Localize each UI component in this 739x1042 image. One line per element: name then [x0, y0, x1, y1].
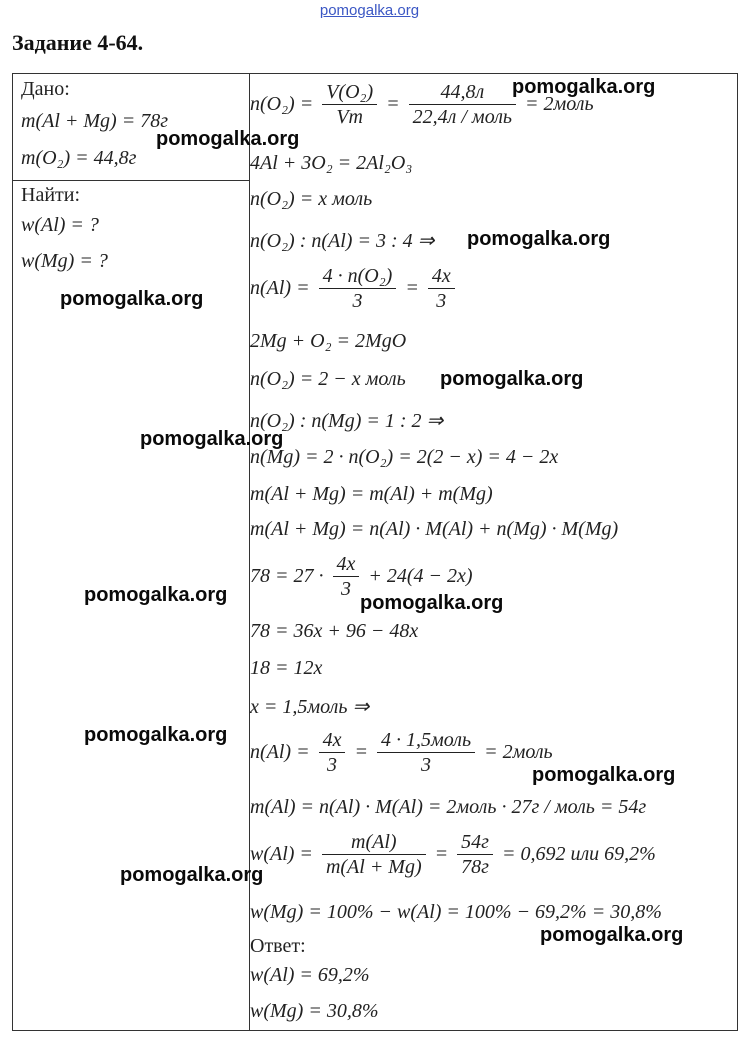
watermark: pomogalka.org — [512, 76, 656, 98]
fraction: $\frac{\text{4 · 1,5моль}}{3}$ — [377, 728, 475, 777]
answer-line: w(Al) = 69,2% — [250, 964, 370, 986]
solution-line: 78 = 36x + 96 − 48x — [250, 620, 419, 642]
given-find-divider — [13, 180, 250, 181]
site-link[interactable]: pomogalka.org — [319, 2, 420, 19]
solution-line: 78 = 27 · $\frac{4x}{3}$ + 24(4 − 2x) — [250, 553, 473, 600]
solution-line: n(Mg) = 2 · n(O₂) = 2(2 − x) = 4 − 2x — [250, 446, 559, 468]
fraction: $\frac{4x}{3}$ — [333, 552, 360, 601]
solution-line: n(Al) = $\frac{\text{4 · n(O₂)}}{3}$ = $\frac{4x}{3}$ — [250, 264, 459, 313]
solution-line: 4Al + 3O₂ = 2Al₂O₃ — [250, 152, 413, 174]
solution-line: n(Al) = $\frac{4x}{3}$ = $\frac{\text{4 · 1,5моль}}{3}$ = 2моль — [250, 729, 553, 776]
task-title: Задание 4-64. — [12, 30, 144, 55]
fraction: $\frac{54г}{78г}$ — [457, 830, 493, 879]
fraction: $\frac{m(Al)}{m(Al + Mg)}$ — [322, 830, 426, 879]
watermark: pomogalka.org — [140, 428, 284, 450]
watermark: pomogalka.org — [156, 128, 300, 150]
fraction: $\frac{\text{V(O₂)}}{Vm}$ — [322, 80, 377, 129]
fraction: $\frac{4x}{3}$ — [319, 728, 346, 777]
find-label: Найти: — [21, 184, 81, 206]
solution-line: 18 = 12x — [250, 657, 323, 679]
solution-line: n(O₂) = $\frac{\text{V(O₂)}}{Vm}$ = $\frac{44,8л}{\text{22,4л / моль}}$ = 2моль — [250, 81, 594, 128]
fraction: $\frac{\text{4 · n(O₂)}}{3}$ — [319, 264, 397, 313]
solution-line: m(Al) = n(Al) · M(Al) = 2моль · 27г / моль = 54г — [250, 796, 647, 818]
watermark: pomogalka.org — [84, 724, 228, 746]
answer-label: Ответ: — [250, 935, 306, 957]
fraction: $\frac{4x}{3}$ — [428, 264, 455, 313]
solution-line: w(Mg) = 100% − w(Al) = 100% − 69,2% = 30,8% — [250, 901, 662, 923]
fraction: $\frac{44,8л}{\text{22,4л / моль}}$ — [409, 80, 516, 129]
answer-line: w(Mg) = 30,8% — [250, 1000, 379, 1022]
watermark: pomogalka.org — [120, 864, 264, 886]
find-line: w(Mg) = ? — [21, 250, 108, 272]
solution-line: w(Al) = $\frac{m(Al)}{m(Al + Mg)}$ = $\frac{54г}{78г}$ = 0,692 или 69,2% — [250, 831, 656, 878]
solution-line: x = 1,5моль ⇒ — [250, 696, 370, 718]
watermark: pomogalka.org — [60, 288, 204, 310]
watermark: pomogalka.org — [540, 924, 684, 946]
watermark: pomogalka.org — [84, 584, 228, 606]
watermark: pomogalka.org — [360, 592, 504, 614]
watermark: pomogalka.org — [440, 368, 584, 390]
solution-line: m(Al + Mg) = n(Al) · M(Al) + n(Mg) · M(Mg) — [250, 518, 619, 540]
watermark: pomogalka.org — [467, 228, 611, 250]
given-label: Дано: — [21, 78, 70, 100]
solution-line: n(O₂) = x моль — [250, 188, 373, 210]
watermark: pomogalka.org — [532, 764, 676, 786]
given-line: m(Al + Mg) = 78г — [21, 110, 168, 132]
solution-line: m(Al + Mg) = m(Al) + m(Mg) — [250, 483, 493, 505]
find-line: w(Al) = ? — [21, 214, 99, 236]
given-line: m(O₂) = 44,8г — [21, 147, 137, 169]
solution-line: n(O₂) : n(Al) = 3 : 4 ⇒ — [250, 230, 435, 252]
solution-line: 2Mg + O₂ = 2MgO — [250, 330, 407, 352]
solution-line: n(O₂) = 2 − x моль — [250, 368, 406, 390]
solution-line: n(O₂) : n(Mg) = 1 : 2 ⇒ — [250, 410, 444, 432]
